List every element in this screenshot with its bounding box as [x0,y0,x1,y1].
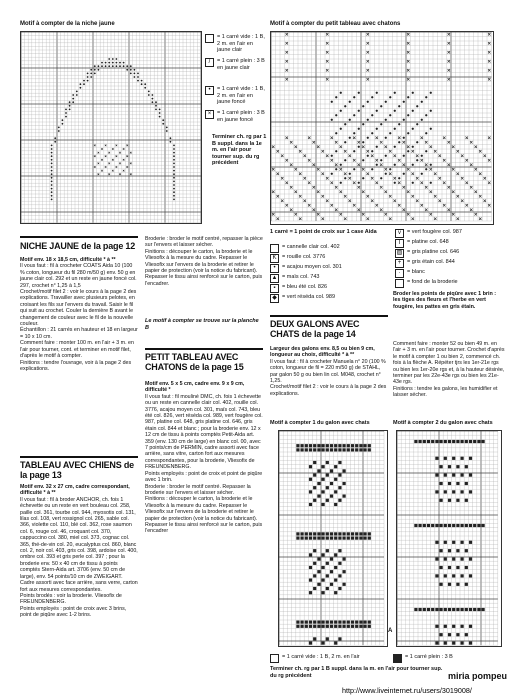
galon1-caption: Motif à compter 1 du galon avec chats [270,420,370,426]
section-divider [145,348,263,350]
watermark-name: miria pompeu [448,671,508,681]
niche-title: NICHE JAUNE de la page 12 [20,241,136,251]
planche-note: Le motif à compter se trouve sur la planche B [145,318,259,331]
dogs-title: TABLEAU AVEC CHIENS de la page 13 [20,460,134,480]
legend-swatch-icon [270,244,279,253]
niche-instructions: Motif env. 18 x 18,5 cm, difficulté * à ** Il vous faut : fil à crocheter COATS Aida 10 (100 % coton, longueur du fil 280 m/50 g) env. 50 g en jaune clair col. 292 et un reste en jaune foncé col. 297, crochet n° 1,25 à 1,5 Crochet/motif filet 2 : voir le cours à la page 2 des explications. Travailler avec plusieurs pelotes, en croisant les fils sur l'envers du travail. Saisir le fil qui suit au crochet. Couler la dernière B avant le changement de couleur avec le fil de la nouvelle couleur. Échantillon : 21 carrés en hauteur et 18 en largeur = 10 x 10 cm. Comment faire : monter 100 m. en l'air + 3 m. en l'air pour tourner, cont. et terminer en motif filet, d'après le motif à compter. Finitions : tendre l'ouvrage, voir à la page 2 des explications. [20,257,138,372]
legend-k-icon: K [270,254,279,263]
kittens-chart-caption: Motif à compter du petit tableau avec chatons [270,21,401,27]
section-divider [20,456,138,458]
cross-square-icon: × [205,110,214,119]
niche-chart-caption: Motif à compter de la niche jaune [20,21,115,27]
kittens-instructions: Motif env. 5 x 5 cm, cadre env. 9 x 9 cm, difficulté * Il vous faut : fil mouliné DMC, ch. fois 1 échevette ou un reste en cannelle clair col. 402, rouille col. 3776, acajou moyen col. 301, maïs col. 743, bleu été col. 826, vert réséda col. 989, vert fougère col. 987, platine col. 648, gris platine col. 646, gris étain col. 844 et blanc ; pour la broderie env. 12 x 12 cm de tissu à points comptés Petit-Aida art. 359 (env. 130 cm de large) en blanc col. 00, avec 7 points/cm de PERMIN, cadre assorti avec face arrière, sans vitre, carton fort aux mesures correspondantes, pour la broderie, Vliesofix de FREUNDENBERG. Points employés : point de croix et point de piqûre avec 1 brin. Broderie : broder le motif centré. Repasser la broderie sur l'envers et laisser sécher. Finitions : découper le carton, la broderie et le Vliesofix à la mesure du cadre. Repasser le Vliesofix sur l'envers de la broderie et retirer le papier de protection (voir la notice du fabricant). Repasser le tissu ainsi renforcé sur le carton, puis l'encadrer [145,381,263,535]
legend-triangle-icon: ▲ [271,275,278,281]
kittens-title: PETIT TABLEAU AVEC CHATONS de la page 15 [145,352,244,372]
legend-t-icon: T [395,239,404,248]
slash-square-icon: / [205,58,214,67]
cross-square-icon [393,654,402,663]
galon2-caption: Motif à compter 2 du galon avec chats [393,420,493,426]
dot-square-icon: • [205,86,214,95]
galons-instructions-cont: Comment faire : monter 52 ou bien 49 m. en l'air + 3 m. en l'air pour tourner. Crochet d'après le motif à compter 1 ou bien 2, commencé ch. fois à la flèche A. Répéter tjrs les 1er-21e rgs ou bien les 1er-20e rgs et, à la hauteur désirée, terminer par les 22e-43e rgs ou bien les 21e-43e rgs. Finitions : tendre les galons, les humidifier et laisser sécher. [393,341,505,399]
backstitch-note: Broder les points de piqûre avec 1 brin : les tiges des fleurs et l'herbe en vert fougère, les pattes en gris étain. [393,291,497,310]
legend-diamond-icon: ◆ [270,294,279,303]
niche-legend-note: Terminer ch. rg par 1 B suppl. dans la 1e m. en l'air pour tourner sup. du rg précédent [212,134,267,166]
galons-title: DEUX GALONS AVEC CHATS de la page 14 [270,319,360,339]
galon2-chart-grid [396,430,502,647]
section-divider [270,315,388,317]
legend-background-icon [395,279,404,288]
empty-square-icon [205,34,214,43]
legend-hatch-icon: ▨ [396,250,403,256]
kittens-chart-grid [270,31,494,225]
dogs-instructions: Motif env. 32 x 27 cm, cadre correspondant, difficulté * à ** Il vous faut : fil à broder ANCHOR, ch. fois 1 échevette ou un reste en vert bouleau col. 258, paille col. 361, tourbe col. 944, myosotis col. 131, lilas col. 108, vert rossignol col. 265, sable col. 366, violette col. 110, blé col. 362, rose saumon col. 6, rouge col. 46, croquant col. 370, cappuccino col. 380, miel col. 373, cognac col. 365, thé-de-vin col. 20, eucalyptus col. 860, blanc col. 2, noir col. 403, gris col. 398, ardoise col. 400, ombre col. 393 et gris perle col. 397 ; pour la broderie env. 50 x 40 cm de tissu à points comptés Stern-Aida art. 3706 (env. 50 cm de large), env. 54 points/10 cm de ZWEIGART. Cadre assorti avec face arrière, sans verre, carton fort aux mesures correspondantes. Points brodés : voir la broderie. Vliesofix de FREUNDENBERG. Points employés : point de croix avec 3 brins, point de piqûre avec 1-2 brins. [20,484,138,619]
legend-v-icon: v [395,229,404,238]
kittens-legend-title: 1 carré = 1 point de croix sur 1 case Aida [270,229,377,235]
watermark-url: http://www.liveinternet.ru/users/3019008/ [342,686,472,695]
section-divider [20,236,138,238]
galons-instructions: Largeur des galons env. 8,5 ou bien 9 cm, longueur au choix, difficulté * à ** Il vous faut : fil à crocheter Manuela n° 20 (100 % coton, longueur de fil = 220 m/50 g) de STAHL, par galon 50 g ou bien lin col. M048, crochet n° 1,25. Crochet/motif filet 2 : voir le cours à la page 2 des explications. [270,346,387,397]
legend-white-icon: · [395,269,404,278]
legend-plus-icon: + [395,259,404,268]
galon1-chart-grid [278,430,388,647]
galon-legend-empty: = 1 carré vide : 1 B, 2 m. en l'air [270,654,360,663]
galon-note: Terminer ch. rg par 1 B suppl. dans la m. en l'air pour tourner sup. du rg précédent [270,666,443,679]
niche-chart-grid [20,31,202,224]
galon-legend-full: = 1 carré plein : 3 B [393,654,453,663]
arrow-a-label: A [388,628,393,634]
dogs-instructions-cont: Broderie : broder le motif centré, repasser la pièce sur l'envers et laisser sécher. Finitions : découper le carton, la broderie et le Vliesofix à la mesure du cadre. Repasser le Vliesofix sur l'envers de la broderie et retirer le papier de protection (voir la notice du fabricant). Repasser le tissu ainsi renforcé sur le carton, puis l'encadrer. [145,236,263,287]
legend-square-icon: ▪ [270,284,279,293]
legend-dot-icon: • [270,264,279,273]
empty-square-icon [270,654,279,663]
